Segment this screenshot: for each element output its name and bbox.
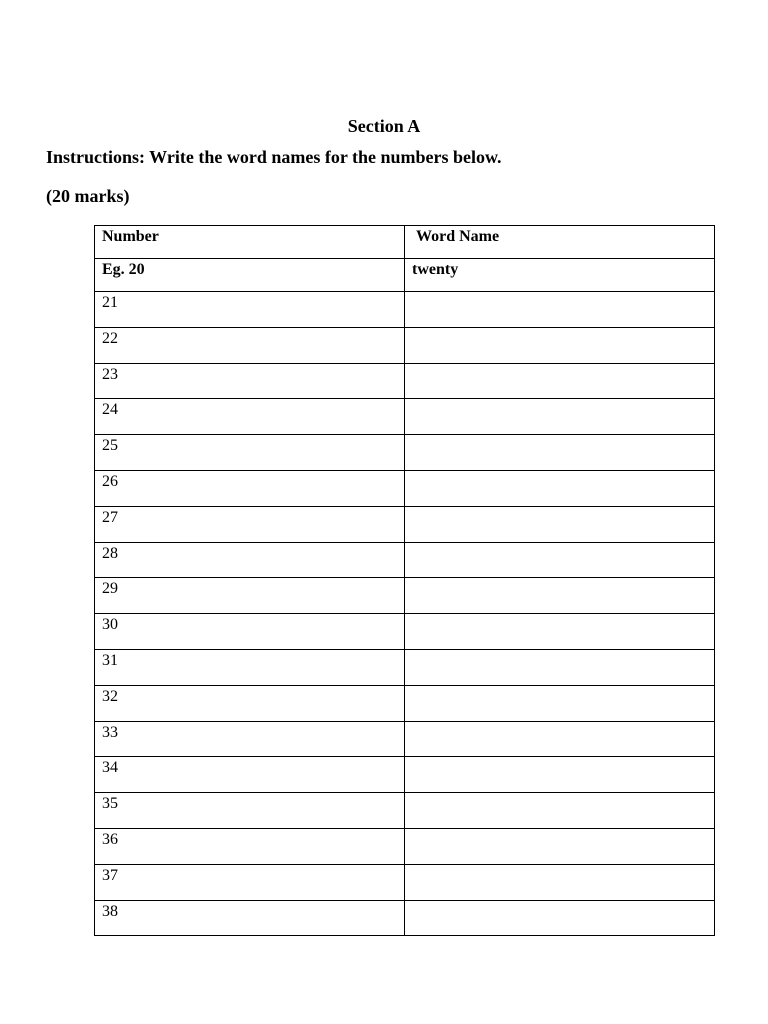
example-number: Eg. 20 — [95, 259, 405, 292]
table-row — [95, 649, 715, 685]
word-name-table — [94, 225, 715, 936]
number-cell: 21 — [95, 292, 405, 328]
word-answer-cell[interactable] — [405, 614, 715, 650]
number-cell: 37 — [95, 864, 405, 900]
number-cell: 23 — [95, 363, 405, 399]
number-cell: 36 — [95, 828, 405, 864]
example-word: twenty — [405, 259, 715, 292]
word-answer-cell[interactable] — [405, 793, 715, 829]
table-row — [95, 721, 715, 757]
marks-text: (20 marks) — [46, 186, 130, 206]
number-cell: 31 — [95, 649, 405, 685]
table-row — [95, 327, 715, 363]
number-cell: 32 — [95, 685, 405, 721]
word-answer-cell[interactable] — [405, 327, 715, 363]
table-row — [95, 506, 715, 542]
table-row — [95, 292, 715, 328]
word-answer-cell[interactable] — [405, 363, 715, 399]
table-row — [95, 614, 715, 650]
word-answer-cell[interactable] — [405, 292, 715, 328]
table-row — [95, 578, 715, 614]
number-cell: 27 — [95, 506, 405, 542]
word-answer-cell[interactable] — [405, 649, 715, 685]
number-cell: 24 — [95, 399, 405, 435]
table-row — [95, 900, 715, 936]
table-row — [95, 363, 715, 399]
table-header-row — [95, 226, 715, 259]
example-row — [95, 259, 715, 292]
word-answer-cell[interactable] — [405, 685, 715, 721]
number-cell: 26 — [95, 470, 405, 506]
word-answer-cell[interactable] — [405, 757, 715, 793]
table-row — [95, 864, 715, 900]
number-cell: 34 — [95, 757, 405, 793]
number-cell: 22 — [95, 327, 405, 363]
header-number: Number — [95, 226, 405, 259]
table-row — [95, 542, 715, 578]
number-cell: 35 — [95, 793, 405, 829]
word-answer-cell[interactable] — [405, 506, 715, 542]
table-row — [95, 685, 715, 721]
table-row — [95, 435, 715, 471]
number-cell: 25 — [95, 435, 405, 471]
word-answer-cell[interactable] — [405, 578, 715, 614]
word-answer-cell[interactable] — [405, 542, 715, 578]
table-row — [95, 399, 715, 435]
table-row — [95, 828, 715, 864]
number-cell: 38 — [95, 900, 405, 936]
number-cell: 33 — [95, 721, 405, 757]
word-answer-cell[interactable] — [405, 721, 715, 757]
word-answer-cell[interactable] — [405, 900, 715, 936]
section-title: Section A — [347, 116, 421, 136]
word-answer-cell[interactable] — [405, 828, 715, 864]
word-answer-cell[interactable] — [405, 399, 715, 435]
instructions-text: Instructions: Write the word names for the numbers below. — [46, 147, 502, 167]
word-answer-cell[interactable] — [405, 470, 715, 506]
table-row — [95, 757, 715, 793]
table-row — [95, 793, 715, 829]
number-cell: 28 — [95, 542, 405, 578]
header-word-name: Word Name — [405, 226, 715, 259]
table-row — [95, 470, 715, 506]
number-cell: 30 — [95, 614, 405, 650]
number-cell: 29 — [95, 578, 405, 614]
word-answer-cell[interactable] — [405, 435, 715, 471]
word-answer-cell[interactable] — [405, 864, 715, 900]
